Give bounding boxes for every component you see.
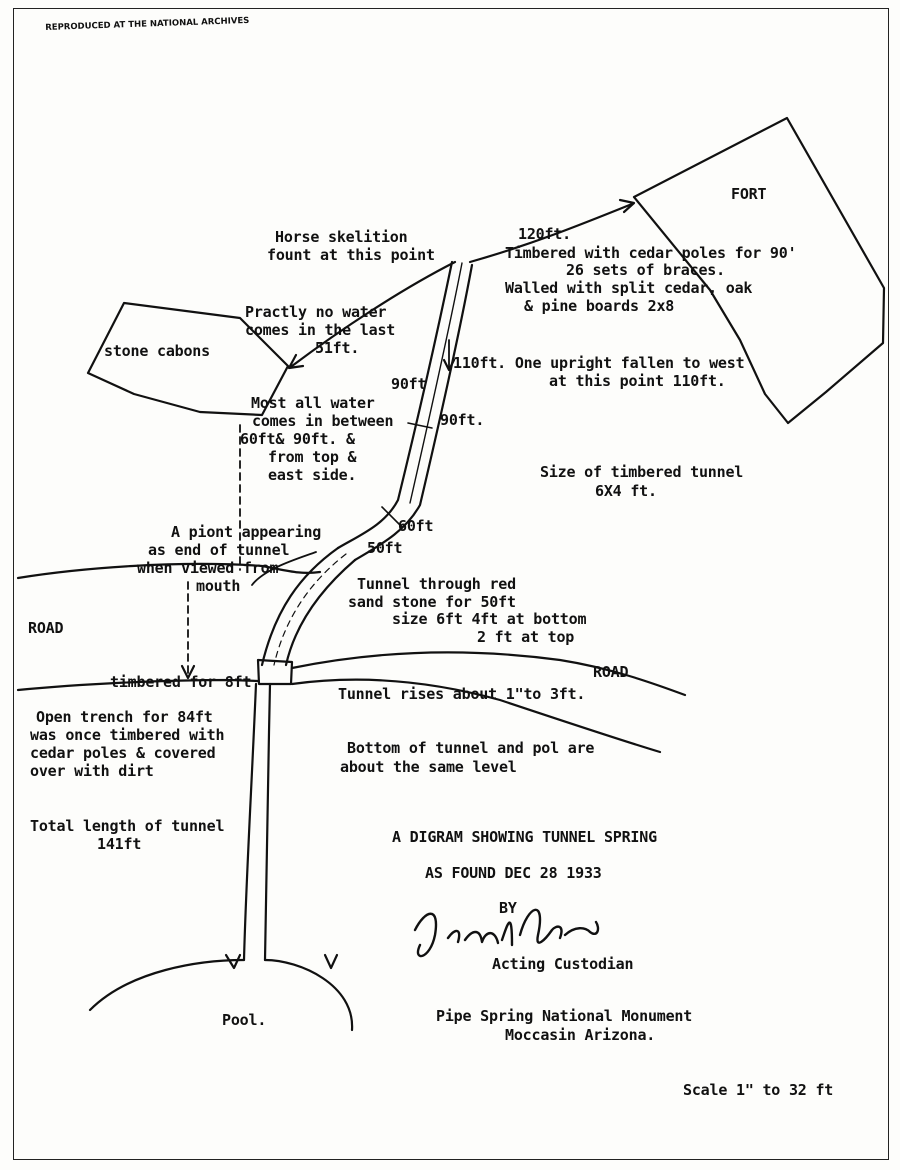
total-length-label-2: 141ft [97,835,142,853]
archives-stamp: REPRODUCED AT THE NATIONAL ARCHIVES [45,15,250,33]
size-label-1: Size of timbered tunnel [540,463,744,481]
redsand-label-1: Tunnel through red [357,575,516,593]
road-left-label: ROAD [28,619,64,637]
horse-label-2: fount at this point [267,246,435,264]
tunnel-lower-east-wall [286,560,355,665]
piont-label-2: as end of tunnel [148,541,290,559]
practly-label-1: Practly no water [245,303,387,321]
caption-by: BY [499,899,517,917]
mostall-label-2: comes in between [252,412,394,430]
pool-label: Pool. [222,1011,267,1029]
trench-arrow-head [226,955,240,968]
piont-label-1: A piont appearing [171,523,322,541]
caption-line-1: A DIGRAM SHOWING TUNNEL SPRING [392,828,657,846]
timbered-for-label: timbered for 8ft [110,673,252,691]
piont-label-4: mouth [196,577,241,595]
redsand-label-4: 2 ft at top [477,628,575,646]
ft60-label: 60ft [398,517,434,535]
ft90-upper-label: 90ft [391,375,427,393]
redsand-label-3: size 6ft 4ft at bottom [392,610,587,628]
bottom-label-1: Bottom of tunnel and pol are [347,739,595,757]
ft50-label: 50ft [367,539,403,557]
total-length-label-1: Total length of tunnel [30,817,225,835]
trench-label-1: Open trench for 84ft [36,708,213,726]
redsand-label-2: sand stone for 50ft [348,593,516,611]
road-right-label: ROAD [593,663,629,681]
ft90-lower-label: 90ft. [440,411,485,429]
mostall-label-4: from top & [268,448,357,466]
timbered-label-1: Timbered with cedar poles for 90' [505,244,797,262]
trench-label-4: over with dirt [30,762,154,780]
stone-cabons-label: stone cabons [104,342,210,360]
stone-arrow-head [289,355,303,368]
caption-place-2: Moccasin Arizona. [505,1026,656,1044]
caption-line-2: AS FOUND DEC 28 1933 [425,864,602,882]
trench-west-wall [244,684,256,960]
bottom-label-2: about the same level [340,758,517,776]
scale-label: Scale 1" to 32 ft [683,1081,834,1099]
ft110-label: 110ft. One upright fallen to west [453,354,745,372]
caption-role: Acting Custodian [492,955,634,973]
trench-label-2: was once timbered with [30,726,225,744]
timbered-label-4: & pine boards 2x8 [524,297,675,315]
trench-label-3: cedar poles & covered [30,744,216,762]
piont-label-3: when viewed from [137,559,279,577]
rises-label: Tunnel rises about 1"to 3ft. [338,685,586,703]
ft120-label: 120ft. [518,225,571,243]
mostall-label-5: east side. [268,466,357,484]
caption-place-1: Pipe Spring National Monument [436,1007,693,1025]
at-point-label: at this point 110ft. [549,372,726,390]
horse-label-1: Horse skelition [275,228,408,246]
practly-label-3: 51ft. [315,339,360,357]
trench-east-wall [265,684,270,960]
fort-label: FORT [731,185,767,203]
mostall-label-3: 60ft& 90ft. & [240,430,355,448]
timbered-label-2: 26 sets of braces. [566,261,725,279]
mostall-label-1: Most all water [251,394,375,412]
practly-label-2: comes in the last [245,321,396,339]
size-label-2: 6X4 ft. [595,482,657,500]
timbered-label-3: Walled with split cedar, oak [505,279,753,297]
pool-arrow-head [325,955,337,968]
